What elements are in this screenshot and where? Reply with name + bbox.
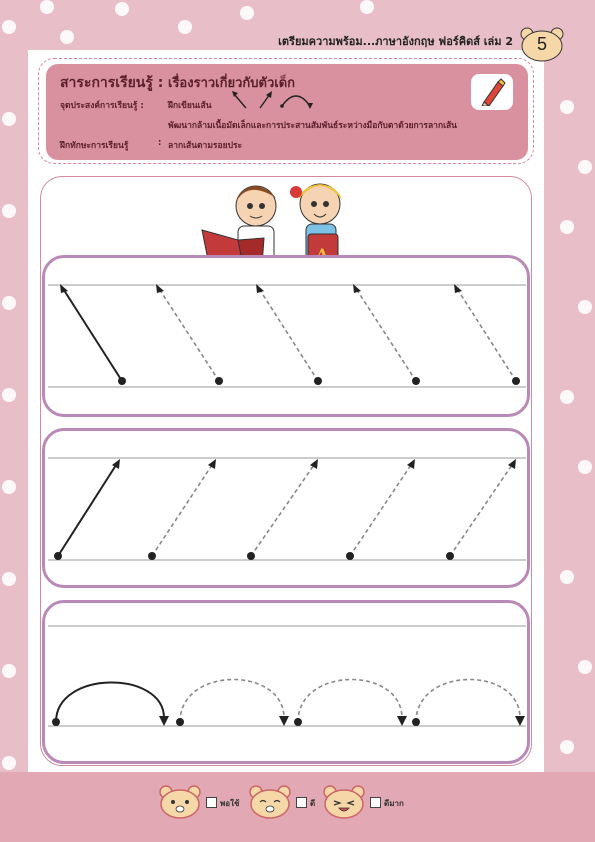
bear-face-icon	[322, 784, 366, 820]
skill-label: ฝึกทักษะการเรียนรู้	[60, 141, 129, 151]
tracing-lines-1	[42, 255, 530, 417]
objective-detail: พัฒนากล้ามเนื้อมัดเล็กและการประสานสัมพันธ์ระหว่างมือกับตาด้วยการลากเส้น	[168, 121, 457, 131]
pencil-badge	[471, 74, 513, 110]
book-title: เตรียมความพร้อม...ภาษาอังกฤษ ฟอร์คิดส์ เล่ม 2	[278, 35, 513, 48]
content-label: สาระการเรียนรู้ :	[60, 75, 164, 91]
rating-label-fair: พอใช้	[220, 799, 240, 808]
line-type-icons	[230, 88, 320, 112]
skill-value: ลากเส้นตามรอยประ	[168, 141, 243, 151]
bear-face-icon	[248, 784, 292, 820]
skill-colon: :	[158, 138, 162, 148]
bear-face-icon	[158, 784, 202, 820]
tracing-lines-2	[42, 428, 530, 588]
pencil-icon	[480, 78, 506, 106]
content-value: เรื่องราวเกี่ยวกับตัวเด็ก	[168, 76, 296, 91]
rating-label-good: ดี	[310, 799, 316, 808]
tracing-arcs-3	[42, 600, 530, 764]
objective-label: จุดประสงค์การเรียนรู้ :	[60, 101, 144, 111]
objective-value: ฝึกเขียนเส้น	[168, 101, 212, 111]
rating-checkbox-fair[interactable]	[206, 797, 217, 808]
rating-checkbox-excellent[interactable]	[370, 797, 381, 808]
rating-label-excellent: ดีมาก	[384, 799, 404, 808]
rating-checkbox-good[interactable]	[296, 797, 307, 808]
page-number: 5	[536, 34, 547, 54]
